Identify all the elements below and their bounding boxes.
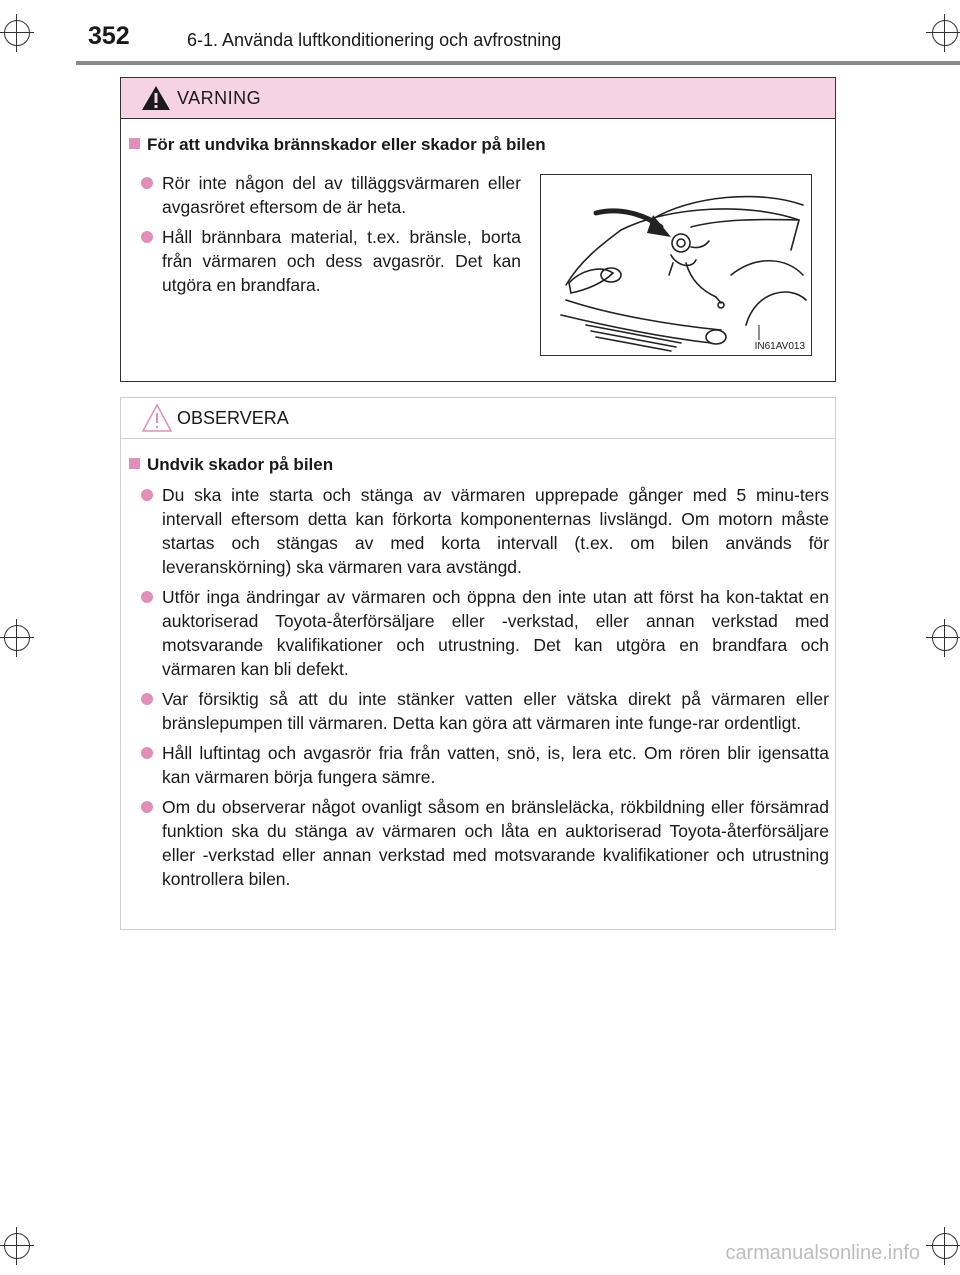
list-item: Du ska inte starta och stänga av värmaren upprepade gånger med 5 minu-ters intervall eftersom detta kan förkorta komponenternas livslängd. Om motorn måste startas och stängas av med korta intervall (t.ex. om bilen används för leveranskörning) ska värmaren vara avstängd. [141, 483, 829, 579]
warning-section-title: För att undvika brännskador eller skador på bilen [129, 135, 546, 155]
warning-bullet-list [141, 171, 521, 303]
caution-triangle-icon [141, 403, 173, 433]
list-item: Håll luftintag och avgasrör fria från vatten, snö, is, lera etc. Om rören blir igensatta kan värmaren börja fungera sämre. [141, 741, 829, 789]
header-rule [76, 61, 960, 65]
warning-header [121, 78, 835, 119]
circle-bullet-icon [141, 693, 153, 705]
circle-bullet-icon [141, 591, 153, 603]
page-number: 352 [88, 22, 130, 50]
notice-bullet-list [141, 483, 829, 897]
circle-bullet-icon [141, 231, 153, 243]
warning-box [120, 77, 836, 382]
circle-bullet-icon [141, 747, 153, 759]
list-item: Var försiktig så att du inte stänker vatten eller vätska direkt på värmaren eller bränslepumpen till värmaren. Detta kan göra att värmaren inte funge-rar ordentligt. [141, 687, 829, 735]
figure-label: IN61AV013 [754, 341, 805, 352]
circle-bullet-icon [141, 489, 153, 501]
watermark: carmanualsonline.info [725, 1242, 920, 1264]
warning-label: VARNING [177, 88, 262, 108]
notice-header [121, 398, 835, 439]
notice-label: OBSERVERA [177, 408, 289, 428]
circle-bullet-icon [141, 801, 153, 813]
list-item: Håll brännbara material, t.ex. bränsle, borta från värmaren och dess avgasrör. Det kan utgöra en brandfara. [141, 225, 521, 297]
list-item: Om du observerar något ovanligt såsom en bränsleläcka, rökbildning eller försämrad funktion ska du stänga av värmaren och låta en auktoriserad Toyota-återförsäljare eller -verkstad eller annan verkstad med motsvarande kvalifikationer och utrustning kontrollera bilen. [141, 795, 829, 891]
square-bullet-icon [129, 458, 140, 469]
circle-bullet-icon [141, 177, 153, 189]
car-heater-illustration [540, 174, 812, 356]
chapter-title: 6-1. Använda luftkonditionering och avfrostning [187, 30, 562, 50]
notice-section-title: Undvik skador på bilen [129, 455, 333, 475]
square-bullet-icon [129, 138, 140, 149]
warning-triangle-icon [141, 85, 171, 111]
list-item: Rör inte någon del av tilläggsvärmaren eller avgasröret eftersom de är heta. [141, 171, 521, 219]
list-item: Utför inga ändringar av värmaren och öppna den inte utan att först ha kon-taktat en auktoriserad Toyota-återförsäljare eller -verkstad, eller annan verkstad med motsvarande kvalifikationer och utrustning. Det kan utgöra en brandfara och värmaren kan bli defekt. [141, 585, 829, 681]
car-front-illustration [541, 175, 811, 355]
notice-box [120, 397, 836, 930]
